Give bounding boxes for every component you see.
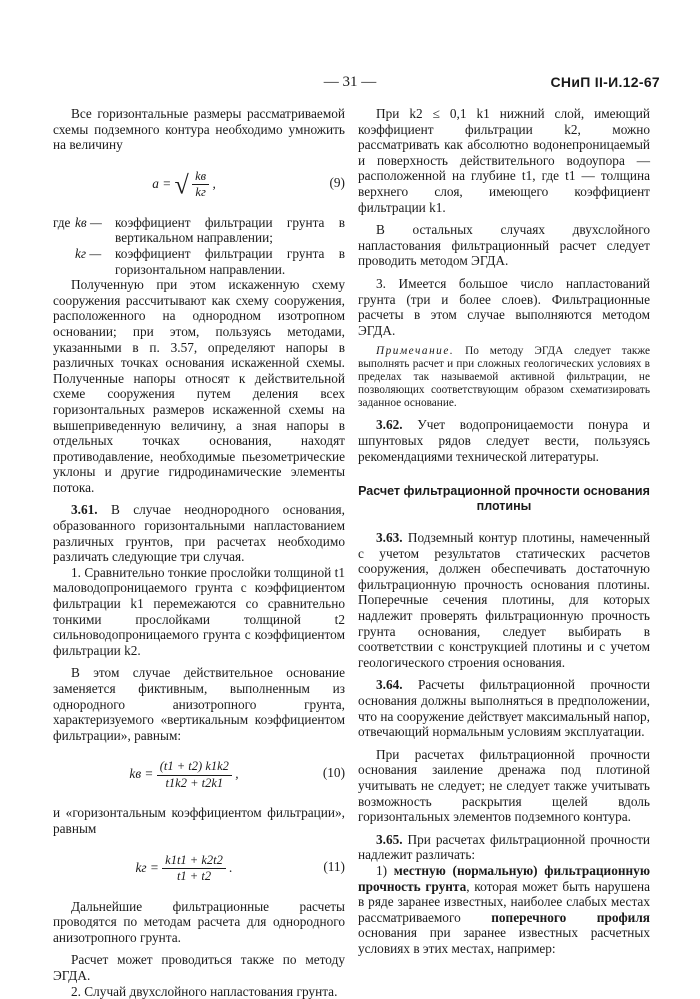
formula-tail: , xyxy=(235,766,239,782)
clause-3-65 xyxy=(358,832,650,863)
formula-fraction xyxy=(157,759,232,791)
definition-lead: где xyxy=(53,214,71,230)
fraction-denominator: t1 + t2 xyxy=(176,869,212,884)
term-bold: местную (нормальную) фильтрационную прочность грунта xyxy=(358,862,650,894)
document-code: СНиП II-И.12-67 xyxy=(550,74,660,90)
definition-symbol: kв — xyxy=(75,214,102,230)
clause-text: Подземный контур плотины, намеченный с учетом результатов статических расчетов сооружения, должен обеспечивать достаточную фильтрационную прочность основания плотины. Поперечные сечения плотины, для которых надлежит проверять фильтрационную прочность грунта основания, следует выбирать в соответствии с конструкцией плотины и с учетом геологического строения основания. xyxy=(358,530,650,670)
clause-text: При расчетах фильтрационной прочности надлежит различать: xyxy=(358,831,650,863)
list-text: , которая может быть нарушена в ряде заранее известных, наиболее слабых местах рассматриваемого xyxy=(358,878,650,925)
paragraph: Полученную при этом искаженную схему сооружения рассчитывают как схему сооружения, расположенного на однородном изотропном основании; при этом, пользуясь методами, указанными в п. 3.57, определяют напоры в различных точках основания искаженной схемы. Полученные напоры относят к действительной схеме сооружения путем деления всех горизонтальных размеров искаженной схемы на вышеприведенную величину, а зная напоры в отдельных точках основания, находят противодавление, необходимые пьезометрические уклоны и другие гидродинамические элементы потока. xyxy=(53,277,345,495)
formula-number: (11) xyxy=(323,858,345,874)
paragraph: При расчетах фильтрационной прочности основания заиление дренажа под плотиной учитывать не следует; не следует также учитывать возможность раскрытия щелей вдоль горизонтальных элементов подземного контура. xyxy=(358,746,650,825)
clause-number: 3.65. xyxy=(376,831,403,847)
paragraph: 2. Случай двухслойного напластования грунта. xyxy=(71,983,338,999)
paragraph: Дальнейшие фильтрационные расчеты проводятся по методам расчета для однородного анизотропного грунта. xyxy=(53,898,345,945)
formula-expression xyxy=(53,169,315,201)
clause-3-61 xyxy=(53,502,345,564)
definition-kv xyxy=(53,215,345,246)
sqrt-icon: √ xyxy=(174,170,189,200)
clause-3-63 xyxy=(358,530,650,670)
fraction-numerator: kв xyxy=(192,169,209,186)
clause-number: 3.61. xyxy=(71,502,98,518)
left-column xyxy=(53,106,345,999)
formula-9 xyxy=(53,159,345,209)
formula-11 xyxy=(53,843,345,893)
formula-tail: , xyxy=(212,175,216,191)
clause-number: 3.62. xyxy=(376,417,403,433)
list-marker: 1) xyxy=(376,862,394,878)
note-label: Примечание. xyxy=(376,345,455,358)
formula-lhs: a = xyxy=(152,175,172,191)
note-text: По методу ЭГДА следует также выполнять расчет и при сложных геологических условиях в пределах так называемой активной фильтрации, не позволяющих соответствующим образом схематизировать заданное основание. xyxy=(358,345,650,410)
formula-10 xyxy=(53,749,345,799)
right-column xyxy=(358,106,650,957)
paragraph: В остальных случаях двухслойного напластования фильтрационный расчет следует проводить методом ЭГДА. xyxy=(358,222,650,269)
formula-expression xyxy=(53,759,315,791)
formula-expression xyxy=(53,853,315,885)
clause-3-62 xyxy=(358,417,650,464)
note xyxy=(358,345,650,410)
formula-fraction xyxy=(162,853,226,885)
page-header xyxy=(40,74,660,94)
fraction-numerator: (t1 + t2) k1k2 xyxy=(157,759,232,776)
clause-3-64 xyxy=(358,677,650,739)
paragraph: В этом случае действительное основание заменяется фиктивным, выполненным из однородного анизотропного грунта, характеризуемого «вертикальным коэффициентом фильтрации», равным: xyxy=(53,665,345,743)
formula-number: (9) xyxy=(329,174,345,190)
paragraph: 1. Сравнительно тонкие прослойки толщиной t1 маловодопроницаемого грунта с коэффициентом фильтрации k1 перемежаются со сравнительно тонкими прослойками толщиной t2 сильноводопроницаемого грунта с коэффициентом фильтрации k2. xyxy=(53,564,345,658)
formula-lhs: kг = xyxy=(135,859,159,875)
definition-symbol: kг — xyxy=(75,245,102,261)
paragraph: 3. Имеется большое число напластований грунта (три и более слоев). Фильтрационные расчеты в этом случае выполняются методом ЭГДА. xyxy=(358,275,650,338)
clause-text: В случае неоднородного основания, образованного горизонтальными напластованием различных грунтов, при расчетах необходимо различать следующие три случая. xyxy=(53,502,345,565)
clause-text: Учет водопроницаемости понура и шпунтовых рядов следует вести, пользуясь рекомендациями технической литературы. xyxy=(358,417,650,464)
formula-number: (10) xyxy=(322,765,345,781)
paragraph: Расчет может проводиться также по методу ЭГДА. xyxy=(53,952,345,983)
formula-lhs: kв = xyxy=(129,766,154,782)
formula-tail: . xyxy=(229,859,233,875)
definition-text: коэффициент фильтрации грунта в горизонтальном направлении. xyxy=(115,245,345,277)
clause-number: 3.64. xyxy=(376,677,403,693)
paragraph: Все горизонтальные размеры рассматриваемой схемы подземного контура необходимо умножить на величину xyxy=(53,106,345,153)
section-title: Расчет фильтрационной прочности основания плотины xyxy=(358,484,650,514)
list-text: основания при заранее известных расчетных условиях в этих местах, например: xyxy=(358,925,650,956)
formula-fraction xyxy=(192,169,209,201)
definition-kg xyxy=(53,246,345,277)
list-item xyxy=(358,863,650,957)
clause-number: 3.63. xyxy=(376,530,403,546)
paragraph: При k2 ≤ 0,1 k1 нижний слой, имеющий коэффициент фильтрации k2, можно рассматривать как абсолютно водонепроницаемый и поверхность действительного водоупора — расположенной на глубине t1, где t1 — толщина верхнего слоя, имеющего коэффициент фильтрации k1. xyxy=(358,106,650,215)
fraction-denominator: kг xyxy=(195,185,206,200)
fraction-denominator: t1k2 + t2k1 xyxy=(165,775,224,790)
clause-text: Расчеты фильтрационной прочности основания должны выполняться в предположении, что на сооружение действует максимальный напор, отвечающий нормальным условиям эксплуатации. xyxy=(358,677,650,740)
fraction-numerator: k1t1 + k2t2 xyxy=(162,853,226,870)
term-bold: поперечного профиля xyxy=(491,909,650,925)
paragraph: и «горизонтальным коэффициентом фильтрации», равным xyxy=(53,805,345,836)
page-number: — 31 — xyxy=(323,74,377,90)
definition-text: коэффициент фильтрации грунта в вертикальном направлении; xyxy=(115,214,345,246)
